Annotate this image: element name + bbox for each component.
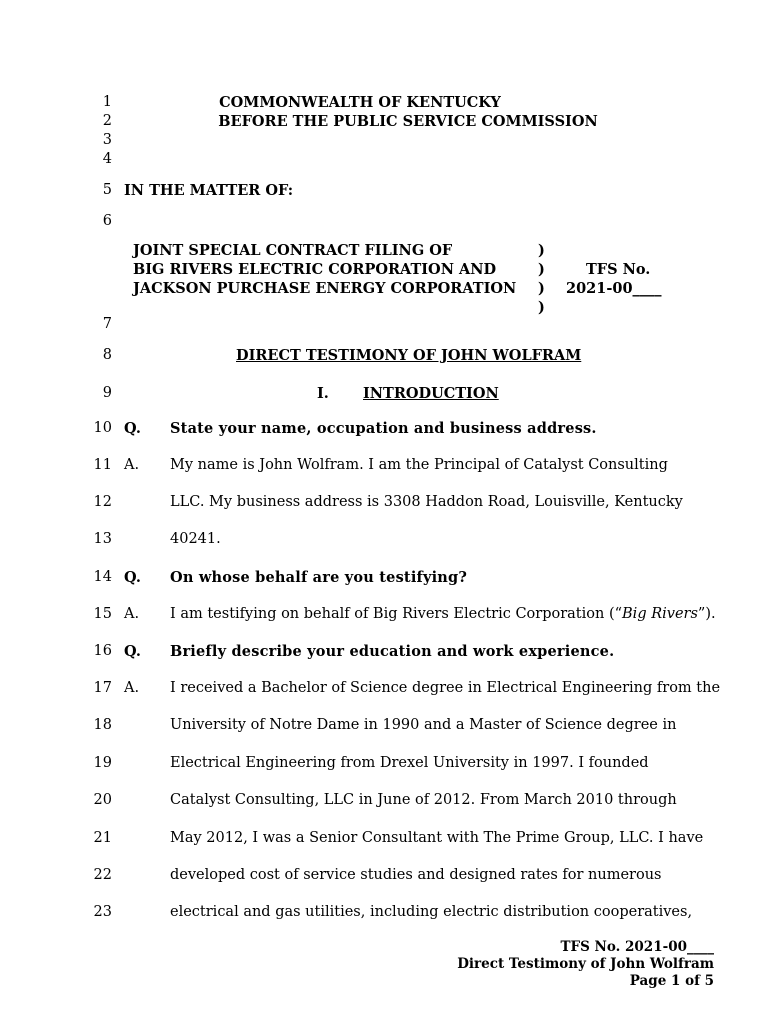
line-number: 6 xyxy=(102,213,112,229)
answer-text-segment: ”). xyxy=(697,606,716,622)
caption-line: BIG RIVERS ELECTRIC CORPORATION AND xyxy=(133,261,497,278)
footer-page-number: Page 1 of 5 xyxy=(629,973,714,989)
line-number: 15 xyxy=(93,606,112,622)
qa-marker: Q. xyxy=(124,643,141,660)
line-number: 17 xyxy=(93,680,112,696)
qa-marker: Q. xyxy=(124,420,141,437)
line-number: 23 xyxy=(93,904,112,920)
line-number: 16 xyxy=(93,643,112,659)
line-number: 11 xyxy=(93,457,112,473)
qa-marker: A. xyxy=(124,457,140,473)
line-number: 10 xyxy=(93,420,112,436)
question-text: Briefly describe your education and work experience. xyxy=(170,643,615,660)
line-number: 7 xyxy=(102,316,112,332)
line-number: 19 xyxy=(93,755,112,771)
answer-text: University of Notre Dame in 1990 and a Master of Science degree in xyxy=(170,717,677,733)
line-number: 9 xyxy=(102,385,112,401)
section-numeral: I. xyxy=(317,385,329,402)
answer-text: I received a Bachelor of Science degree in Electrical Engineering from the xyxy=(170,680,721,696)
matter-label: IN THE MATTER OF: xyxy=(124,182,294,199)
line-number: 21 xyxy=(93,830,112,846)
answer-text-segment: I am testifying on behalf of Big Rivers Electric Corporation (“ xyxy=(170,606,623,622)
tfs-label: TFS No. xyxy=(586,261,651,278)
line-number: 3 xyxy=(102,132,112,148)
answer-text: 40241. xyxy=(170,531,221,547)
line-number: 20 xyxy=(93,792,112,808)
page-footer xyxy=(457,939,714,990)
caption-paren: ) xyxy=(538,261,545,278)
line-number: 14 xyxy=(93,569,112,585)
answer-text: developed cost of service studies and designed rates for numerous xyxy=(170,867,662,883)
answer-text: LLC. My business address is 3308 Haddon Road, Louisville, Kentucky xyxy=(170,494,683,510)
line-number: 4 xyxy=(102,151,112,167)
caption-paren: ) xyxy=(538,299,545,316)
answer-text xyxy=(170,606,716,622)
line-number: 5 xyxy=(102,182,112,198)
caption-line: JACKSON PURCHASE ENERGY CORPORATION xyxy=(133,280,517,297)
caption-line: JOINT SPECIAL CONTRACT FILING OF xyxy=(133,242,453,259)
footer-document-title: Direct Testimony of John Wolfram xyxy=(457,956,714,972)
line-number: 2 xyxy=(102,113,112,129)
section-heading: INTRODUCTION xyxy=(363,385,499,402)
qa-marker: Q. xyxy=(124,569,141,586)
tfs-number: 2021-00____ xyxy=(566,280,662,297)
line-number: 22 xyxy=(93,867,112,883)
question-text: On whose behalf are you testifying? xyxy=(170,569,468,586)
answer-text: My name is John Wolfram. I am the Principal of Catalyst Consulting xyxy=(170,457,668,473)
answer-text: May 2012, I was a Senior Consultant with The Prime Group, LLC. I have xyxy=(170,830,704,846)
answer-text: Electrical Engineering from Drexel University in 1997. I founded xyxy=(170,755,649,771)
line-number: 1 xyxy=(102,94,112,110)
court-title: COMMONWEALTH OF KENTUCKY xyxy=(219,94,501,111)
answer-text: Catalyst Consulting, LLC in June of 2012. From March 2010 through xyxy=(170,792,677,808)
caption-paren: ) xyxy=(538,280,545,297)
line-number: 18 xyxy=(93,717,112,733)
answer-text: electrical and gas utilities, including electric distribution cooperatives, xyxy=(170,904,693,920)
caption-paren: ) xyxy=(538,242,545,259)
line-number: 13 xyxy=(93,531,112,547)
qa-marker: A. xyxy=(124,680,140,696)
commission-title: BEFORE THE PUBLIC SERVICE COMMISSION xyxy=(218,113,598,130)
footer-case-number: TFS No. 2021-00____ xyxy=(560,939,714,955)
defined-term: Big Rivers xyxy=(622,606,698,622)
line-number: 8 xyxy=(102,347,112,363)
question-text: State your name, occupation and business address. xyxy=(170,420,597,437)
document-title: DIRECT TESTIMONY OF JOHN WOLFRAM xyxy=(236,347,582,364)
line-number: 12 xyxy=(93,494,112,510)
qa-marker: A. xyxy=(124,606,140,622)
